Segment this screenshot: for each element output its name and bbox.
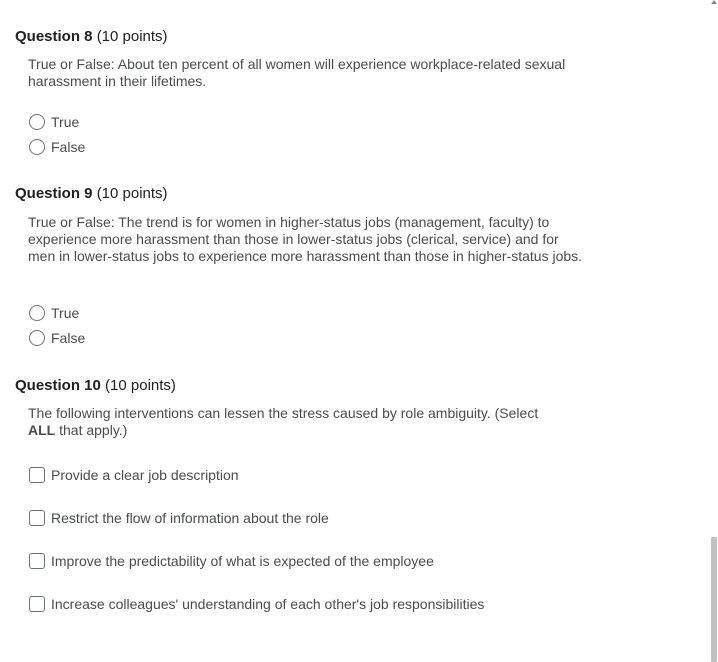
question-8-option-false[interactable]	[29, 137, 85, 157]
question-8-number: Question 8	[15, 28, 93, 45]
option-label: False	[51, 329, 86, 346]
question-10-option-4[interactable]	[29, 594, 484, 614]
question-10-text	[28, 405, 568, 439]
radio-button[interactable]	[29, 305, 45, 321]
question-8-title	[15, 28, 168, 46]
question-8-points: (10 points)	[96, 28, 168, 45]
checkbox[interactable]	[29, 596, 45, 612]
question-10-text-emphasis: ALL	[28, 422, 56, 438]
question-10-text-part: The following interventions can lessen the stress caused by role ambiguity. (Select	[28, 405, 539, 421]
question-10-number: Question 10	[15, 377, 101, 394]
question-9-title	[15, 185, 168, 203]
option-label: True	[51, 304, 80, 321]
question-8-text: True or False: About ten percent of all women will experience workplace-related sexual harassment in their lifetimes.	[28, 56, 566, 89]
radio-button[interactable]	[29, 139, 45, 155]
checkbox[interactable]	[29, 553, 45, 569]
question-10-option-3[interactable]	[29, 551, 434, 571]
question-10-option-2[interactable]	[29, 508, 329, 528]
question-9-points: (10 points)	[96, 185, 168, 202]
question-10-title	[15, 377, 176, 395]
checkbox[interactable]	[29, 510, 45, 526]
radio-button[interactable]	[29, 330, 45, 346]
question-8-option-true[interactable]	[29, 112, 79, 132]
radio-button[interactable]	[29, 114, 45, 130]
question-9-number: Question 9	[15, 185, 93, 202]
question-10-points: (10 points)	[105, 377, 176, 394]
question-9-option-false[interactable]	[29, 328, 85, 348]
option-label: False	[51, 138, 86, 155]
scroll-up-arrow-icon[interactable]	[711, 0, 717, 4]
question-9-text: True or False: The trend is for women in higher-status jobs (management, faculty) to experience more harassment than those in lower-status jobs (clerical, service) and for men in lower-status jobs to experience more harassment than those in higher-status jobs.	[28, 214, 583, 264]
option-label: Provide a clear job description	[51, 466, 239, 483]
option-label: Improve the predictability of what is expected of the employee	[51, 552, 434, 569]
question-10-option-1[interactable]	[29, 465, 239, 485]
scrollbar-thumb[interactable]	[711, 537, 717, 662]
checkbox[interactable]	[29, 467, 45, 483]
option-label: Increase colleagues' understanding of each other's job responsibilities	[51, 595, 485, 612]
option-label: True	[51, 113, 80, 130]
vertical-scrollbar[interactable]	[710, 0, 718, 662]
option-label: Restrict the flow of information about the role	[51, 509, 329, 526]
question-10-text-part: that apply.)	[55, 422, 128, 438]
question-9-option-true[interactable]	[29, 303, 79, 323]
